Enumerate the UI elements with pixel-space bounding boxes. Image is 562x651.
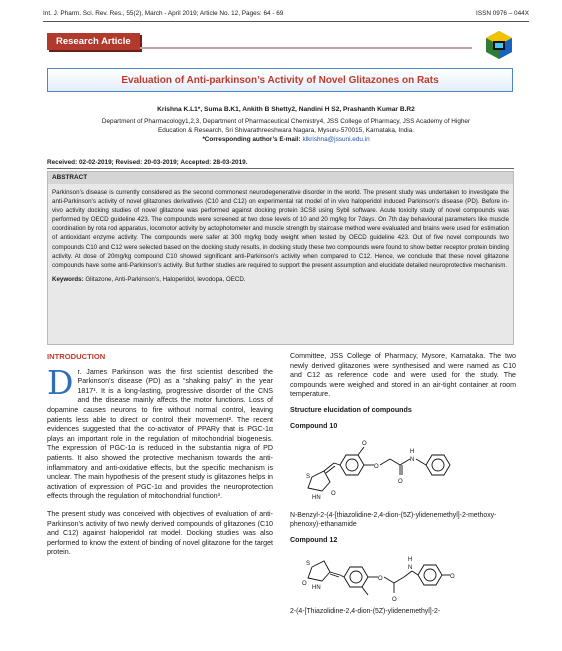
methoxy-oxygen-label: O xyxy=(362,441,367,448)
phenyl-ring-a-aromatic xyxy=(346,459,358,471)
journal-citation: Int. J. Pharm. Sci. Rev. Res., 55(2), March - April 2019; Article No. 12, Pages: 64 - 69 xyxy=(43,10,284,17)
compound-12-name: 2-(4-[Thiazolidine-2,4-dion-(5Z)-ylidenemethyl]-2- xyxy=(290,608,441,616)
amide-h-label: H xyxy=(410,449,415,456)
affiliation-line-1: Department of Pharmacology1,2,3, Department of Pharmaceutical Chemistry4, JSS College of Pharmacy, JSS Academy of Higher xyxy=(101,118,471,125)
ether-oxygen-label-12: O xyxy=(378,576,383,583)
abstract-box xyxy=(47,171,514,345)
methoxy-oxygen-label-12: O xyxy=(450,574,455,581)
badge-divider xyxy=(140,47,472,49)
phenyl-ring-a xyxy=(340,455,364,475)
issn: ISSN 0976 – 044X xyxy=(476,10,529,17)
structure-elucidation-heading: Structure elucidation of compounds xyxy=(290,405,412,414)
ring-nh-label: HN xyxy=(312,495,321,502)
sulfur-atom: S xyxy=(306,474,311,481)
compound-12-structure xyxy=(298,547,508,607)
ring-oxygen-label: O xyxy=(331,491,336,498)
introduction-heading: INTRODUCTION xyxy=(47,352,106,361)
author-list: Krishna K.L1*, Suma B.K1, Ankith B Shetty2, Nandini H S2, Prashanth Kumar B.R2 xyxy=(157,106,415,113)
left-column xyxy=(47,352,273,558)
corresponding-label: *Corresponding author’s E-mail: xyxy=(202,136,303,144)
compound-12-label: Compound 12 xyxy=(290,535,338,544)
keywords-list: Glitazone, Anti-Parkinson’s, Haloperidol, levodopa, OECD. xyxy=(85,275,246,283)
ylidene-bond xyxy=(324,463,334,471)
amide-bond xyxy=(400,459,410,465)
carbonyl-bond xyxy=(390,459,400,465)
ring-nh-label-12: HN xyxy=(312,585,321,592)
dates-divider xyxy=(47,168,514,169)
dropcap-letter: D xyxy=(47,362,74,402)
intro-paragraph-1-text: r. James Parkinson was the first scientist described the Parkinson’s disease (PD) as a “shaking palsy” in the year 1817¹. It is a long-lasting, progressive disorder of the CNS and the disease mainly affects the motor functions. Loss of dopamine causes neurons to fire without normal control, leaving patients less able to direct or control their movement². The recent evidences suggested that the co-activator of PPARγ that is PGC-1α plays an important role in the regulation of mitochondrial biogenesis. The expression of PGC-1α is reduced in the substantia nigra of PD patients. It also showed the protective mechanism towards the anti-inflammatory and anti-oxidative effects, but the specific mechanism is unclear. The main hypothesis of the present study is glitazones helps in activation of expression of PGC-1α and provides the neuroprotection effects through the regulation of mitochondrial function³. xyxy=(47,367,273,501)
ring-oxygen-label-12: O xyxy=(302,581,307,588)
methine-bond xyxy=(334,463,340,465)
article-dates: Received: 02-02-2019; Revised: 20-03-2019; Accepted: 28-03-2019. xyxy=(47,159,248,166)
phenyl-ring-12a xyxy=(344,567,368,587)
keywords-label: Keywords: xyxy=(52,275,86,283)
methine-bond-12 xyxy=(340,575,344,577)
compound-10-structure xyxy=(298,433,508,511)
journal-header xyxy=(43,10,529,17)
benzyl-ch2-bond xyxy=(416,459,426,465)
article-title-box xyxy=(47,68,513,92)
compound-10-name: N-Benzyl-2-(4-[thiazolidine-2,4-dion-(5Z)-ylidenemethyl]-2-methoxy-phenoxy)-ethanamide xyxy=(290,512,497,529)
carbonyl-bond-12 xyxy=(394,577,404,583)
sulfur-atom-12: S xyxy=(306,561,311,568)
thiazolidine-ring xyxy=(308,471,330,491)
amide-bond-12 xyxy=(404,571,412,577)
affiliation xyxy=(43,117,529,145)
abstract-text: Parkinson’s disease is currently considered as the second commonest neurodegenerative disorder in the world. The present study was undertaken to investigate the anti-Parkinson’s activity of novel glitazones derivatives (C10 and C12) on experimental rat model of in vivo haloperidol induced Parkinson’s disease (PD). Before in-vivo activity docking studies of novel glitazone was performed against docking protein 3CS8 using Sybil software. Acute toxicity study of novel compounds was performed by OECD guideline 423. The compounds were screened at two dose levels of 10 and 20 mg/kg for 7days. On 7th day behavioural parameters like muscle coordination by rota rod apparatus, locomotor activity by actophotometer and muscle strength by staircase method were evaluated and brains were used for estimation of antioxidant enzyme activity. The compounds were safer at 300 mg/kg body weight when tested by OECD guideline 423. Out of five novel compounds two compounds C10 and C12 were selected based on the docking study results, in docking study these two compounds were found to show better receptor protein binding activity. At dose of 20mg/kg compound C10 showed significant anti-Parkinson’s activity when compared to C12. Hence, we conclude that these novel glitazone compounds have some anti-Parkinson’s activity. But further studies are required to support the present assumption and elucidate detailed neuroprotective mechanism. xyxy=(52,189,509,269)
abstract-heading: ABSTRACT xyxy=(48,172,513,184)
corresponding-author xyxy=(43,135,529,144)
article-type-badge: Research Article xyxy=(47,33,140,50)
amide-n-label-12: N xyxy=(408,565,413,572)
ether-oxygen-label: O xyxy=(374,464,379,471)
phenyl-ring-12b-aromatic xyxy=(424,569,436,581)
ylidene-double-bond xyxy=(326,466,335,473)
article-title: Evaluation of Anti-parkinson’s Activity of Novel Glitazones on Rats xyxy=(121,74,439,86)
amide-n-label: N xyxy=(410,457,415,464)
phenyl-ring-12a-aromatic xyxy=(350,571,362,583)
journal-logo-icon xyxy=(484,30,514,60)
compound-10-label: Compound 10 xyxy=(290,421,338,430)
carbonyl-oxygen-label: O xyxy=(398,479,403,486)
ch2-bond-12 xyxy=(384,577,394,583)
ch2-bond xyxy=(380,459,390,465)
header-divider xyxy=(43,21,529,22)
right-column xyxy=(290,352,516,616)
materials-paragraph: Committee, JSS College of Pharmacy, Mysore, Karnataka. The two newly derived glitazones were synthesised and were named as C10 and C12 as reference code and were used for the study. The compounds were weighed and stored in an air-tight container at room temperature. xyxy=(290,352,516,399)
methoxy-bond-12 xyxy=(362,587,368,595)
affiliation-line-2: Education & Research, Sri Shivarathreeshwara Nagara, Mysuru-570015, Karnataka, India. xyxy=(157,127,415,135)
intro-paragraph-1 xyxy=(47,362,273,502)
methoxy-bond xyxy=(358,447,364,455)
intro-paragraph-2: The present study was conceived with objectives of evaluation of anti-Parkinson’s activity of two newly derived compounds of glitazones (C10 and C12) against haloperidol rat model. Docking studies was also performed to know the extent of binding of novel glitazone for the target protein. xyxy=(47,509,273,557)
phenyl-ring-b-aromatic xyxy=(432,459,444,471)
aryl-amide-bond-12 xyxy=(412,571,418,575)
thiazolidine-ring-12 xyxy=(308,561,330,581)
phenyl-ring-b xyxy=(426,455,450,475)
amide-h-label-12: H xyxy=(408,557,413,564)
author-email-link[interactable]: klkrishna@jssuni.edu.in xyxy=(302,136,370,144)
phenyl-ring-12b xyxy=(418,565,442,585)
keywords xyxy=(48,270,513,283)
carbonyl-oxygen-label-12: O xyxy=(392,597,397,604)
